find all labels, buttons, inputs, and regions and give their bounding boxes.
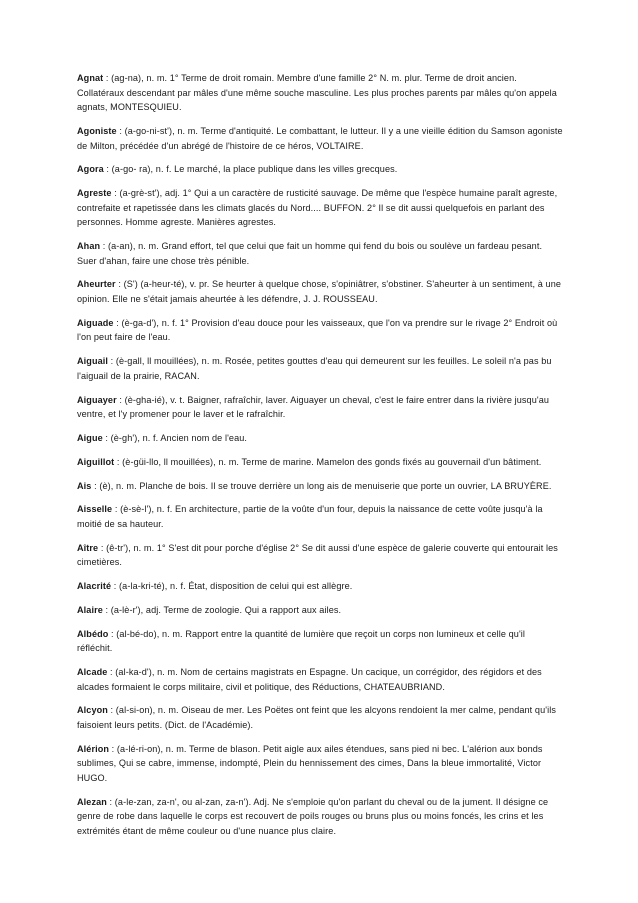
definition: : (è), n. m. Planche de bois. Il se trouve derrière un long ais de menuiserie que porte un ouvrier, LA BRUYÈRE. <box>91 480 552 491</box>
entry-aitre <box>77 541 563 570</box>
entry-alcade <box>77 665 563 694</box>
entry-aiguillot <box>77 455 563 470</box>
headword: Agora <box>77 164 104 175</box>
headword: Ais <box>77 480 92 491</box>
headword: Agoniste <box>77 125 117 136</box>
headword: Aiguayer <box>77 394 117 405</box>
definition: : (al-bé-do), n. m. Rapport entre la quantité de lumière que reçoit un corps non lumineux et celle qu'il réfléchit. <box>77 628 526 654</box>
headword: Aiguail <box>77 356 109 367</box>
headword: Aisselle <box>77 504 113 515</box>
headword: Alaire <box>77 604 103 615</box>
definition: : (a-la-kri-té), n. f. État, disposition de celui qui est allègre. <box>111 581 353 592</box>
definition: : (S') (a-heur-té), v. pr. Se heurter à quelque chose, s'opiniâtrer, s'obstiner. S'aheurter à un sentiment, à une opinion. Elle ne s'était jamais aheurtée à les défendre, J. J. ROUSSEAU. <box>77 279 562 305</box>
definition: : (a-grè-st'), adj. 1° Qui a un caractère de rusticité sauvage. De même que l'espèce humaine paraît agreste, contrefaite et rapetissée dans les climats glacés du Nord.... BUFFON. 2° Il se dit aussi quelquefois en parlant des personnes. Homme agreste. Manières agrestes. <box>77 188 558 228</box>
definition: : (a-go- ra), n. f. Le marché, la place publique dans les villes grecques. <box>103 164 398 175</box>
headword: Alcade <box>77 667 108 677</box>
entry-aiguade <box>77 316 563 345</box>
entry-agnat <box>77 71 563 115</box>
definition: : (al-ka-d'), n. m. Nom de certains magistrats en Espagne. Un cacique, un corrégidor, des régidors et des alcades formaient le corps militaire, civil et politique, des Réductions, CHATEAUBRIAND. <box>77 667 542 692</box>
entry-alezan <box>77 795 563 839</box>
headword: Albédo <box>77 628 109 639</box>
definition: : (è-gall, ll mouillées), n. m. Rosée, petites gouttes d'eau qui demeurent sur les feuilles. Le soleil n'a pas bu l'aiguail de la prairie, RACAN. <box>77 356 552 381</box>
definition: : (è-güi-llo, ll mouillées), n. m. Terme de marine. Mamelon des gonds fixés au gouvernail d'un bâtiment. <box>114 456 542 467</box>
entry-agreste <box>77 186 563 230</box>
entry-agora <box>77 162 563 177</box>
headword: Agnat <box>77 73 104 83</box>
entry-alacrite <box>77 579 563 594</box>
definition: : (a-lè-r'), adj. Terme de zoologie. Qui a rapport aux ailes. <box>102 604 342 615</box>
definition: : (a-go-ni-st'), n. m. Terme d'antiquité. Le combattant, le lutteur. Il y a une vieille édition du Samson agoniste de Milton, précédée d'un abrégé de l'histoire de ce héros, VOLTAIRE. <box>77 125 563 151</box>
definition: : (a-an), n. m. Grand effort, tel que celui que fait un homme qui fend du bois ou soulève un fardeau pesant. Suer d'ahan, faire une chose très pénible. <box>77 241 543 266</box>
headword: Agreste <box>77 188 112 199</box>
entry-ais <box>77 479 563 494</box>
headword: Ahan <box>77 241 101 252</box>
definition: : (a-le-zan, za-n', ou al-zan, za-n'). Adj. Ne s'emploie qu'on parlant du cheval ou de la jument. Il désigne ce genre de robe dans laquelle le corps est recouvert de poils rouges ou bruns plus ou moins foncés, les crins et les extrémités étant de même couleur ou d'une nuance plus claire. <box>77 796 549 836</box>
headword: Aître <box>77 542 99 553</box>
headword: Aigue <box>77 432 103 443</box>
entry-agoniste <box>77 124 563 153</box>
entry-alerion <box>77 742 563 786</box>
headword: Alérion <box>77 743 110 754</box>
headword: Alezan <box>77 796 107 807</box>
headword: Alacrité <box>77 581 112 592</box>
definition: : (è-ga-d'), n. f. 1° Provision d'eau douce pour les vaisseaux, que l'on va prendre sur le rivage 2° Endroit où l'on peut faire de l'eau. <box>77 317 558 343</box>
entry-aheurter <box>77 277 563 306</box>
headword: Aheurter <box>77 279 116 290</box>
definition: : (è-gh'), n. f. Ancien nom de l'eau. <box>102 432 248 443</box>
definition: : (ag-na), n. m. 1° Terme de droit romain. Membre d'une famille 2° N. m. plur. Terme de droit ancien. Collatéraux descendant par mâles d'une même souche masculine. Les plus proches parents par mâles qu'on appela agnats, MONTESQUIEU. <box>77 73 557 113</box>
definition: : (è-sè-l'), n. f. En architecture, partie de la voûte d'un four, depuis la naissance de cette voûte jusqu'à la moitié de sa hauteur. <box>77 504 543 529</box>
entry-alcyon <box>77 703 563 732</box>
headword: Aiguillot <box>77 456 115 467</box>
definition: : (è-gha-ié), v. t. Baigner, rafraîchir, laver. Aiguayer un cheval, c'est le faire entrer dans la rivière jusqu'au ventre, et l'y promener pour le laver et le rafraîchir. <box>77 394 550 420</box>
headword: Aiguade <box>77 317 114 328</box>
headword: Alcyon <box>77 705 108 716</box>
entry-alaire <box>77 603 563 618</box>
entry-aiguail <box>77 354 563 383</box>
entry-aiguayer <box>77 393 563 422</box>
entry-aisselle <box>77 502 563 531</box>
dictionary-page <box>77 71 563 848</box>
entry-ahan <box>77 239 563 268</box>
entry-albedo <box>77 627 563 656</box>
entry-aigue <box>77 431 563 446</box>
definition: : (a-lé-ri-on), n. m. Terme de blason. Petit aigle aux ailes étendues, sans pied ni bec. L'alérion aux bonds sublimes, Qui se cabre, immense, indompté, Plein du hennissement des cimes, Dans la bleue immortalité, Victor HUGO. <box>77 743 543 783</box>
definition: : (al-si-on), n. m. Oiseau de mer. Les Poëtes ont feint que les alcyons rendoient la mer calme, pendant qu'ils faisoient leurs petits. (Dict. de l'Académie). <box>77 705 556 730</box>
definition: : (ê-tr'), n. m. 1° S'est dit pour porche d'église 2° Se dit aussi d'une espèce de galerie couverte qui entourait les cimetières. <box>77 542 558 568</box>
